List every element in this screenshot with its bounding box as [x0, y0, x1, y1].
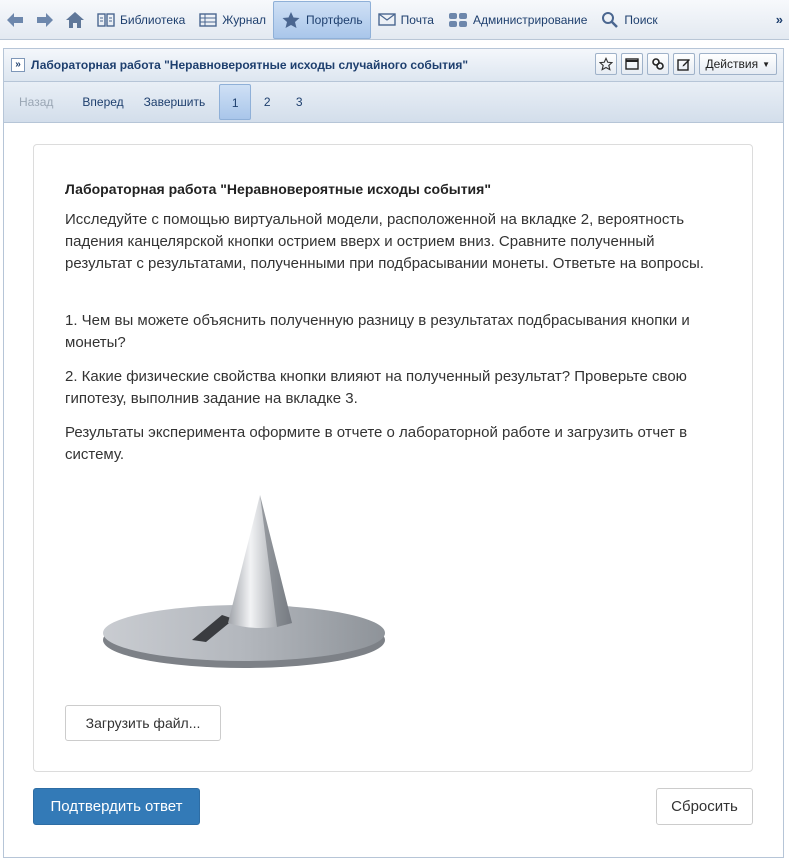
page-tab-3[interactable]: 3 [295, 95, 303, 109]
finish-button[interactable]: Завершить [143, 95, 206, 109]
titlebar-tools [595, 53, 778, 75]
nav-library[interactable] [90, 0, 192, 40]
nav-portfolio[interactable] [273, 1, 371, 39]
mail-icon [378, 13, 396, 26]
nav-journal-label: Журнал [222, 12, 267, 27]
actions-dropdown-button[interactable] [699, 53, 778, 75]
actions-label: Действия [705, 57, 759, 71]
edit-icon[interactable] [673, 53, 695, 75]
page-tab-1[interactable]: 1 [219, 84, 251, 120]
nav-library-label: Библиотека [120, 12, 186, 27]
task-card [33, 144, 753, 772]
confirm-answer-button[interactable]: Подтвердить ответ [33, 788, 200, 825]
task-heading: Лабораторная работа "Неравновероятные исходы события" [65, 181, 491, 197]
expand-icon[interactable]: » [11, 58, 25, 72]
task-paragraph-4: Результаты эксперимента оформите в отчете о лабораторной работе и загрузить отчет в систему. [65, 424, 688, 463]
nav-more-chevron-icon[interactable]: » [775, 12, 783, 27]
star-icon [281, 11, 301, 29]
upload-file-button[interactable]: Загрузить файл... [65, 705, 221, 741]
pager-bar [3, 81, 784, 123]
back-button[interactable]: Назад [19, 95, 54, 109]
task-paragraph-3: 2. Какие физические свойства кнопки влияют на полученный результат? Проверьте свою гипотезу, выполнив задание на вкладке 3. [65, 368, 687, 407]
top-navigation [0, 0, 789, 40]
nav-portfolio-label: Портфель [306, 12, 363, 27]
forward-button[interactable]: Вперед [82, 95, 124, 109]
reset-button[interactable]: Сбросить [656, 788, 753, 825]
home-icon[interactable] [60, 0, 90, 40]
window-maximize-icon[interactable] [621, 53, 643, 75]
back-arrow-icon[interactable] [0, 0, 30, 40]
page-tab-2[interactable]: 2 [263, 95, 271, 109]
task-paragraph-2: 1. Чем вы можете объяснить полученную разницу в результатах подбрасывания кнопки и монеты? [65, 312, 690, 351]
nav-search-label: Поиск [624, 12, 658, 27]
search-icon [601, 11, 619, 29]
thumbtack-illustration [102, 495, 392, 675]
task-paragraph-1: Исследуйте с помощью виртуальной модели, расположенной на вкладке 2, вероятность падения канцелярской кнопки острием вверх и острием вниз. Сравните полученный результат с результатами, полученными при подбрасывании монеты. Ответьте на вопросы. [65, 211, 704, 272]
journal-icon [199, 13, 217, 27]
forward-arrow-icon[interactable] [30, 0, 60, 40]
nav-journal[interactable] [192, 0, 273, 40]
nav-administration[interactable] [441, 0, 594, 40]
nav-mail[interactable] [371, 0, 441, 40]
nav-search[interactable] [594, 0, 664, 40]
nav-administration-label: Администрирование [472, 12, 588, 27]
link-icon[interactable] [647, 53, 669, 75]
nav-mail-label: Почта [400, 12, 434, 27]
window-title: Лабораторная работа "Неравновероятные исходы случайного события" [31, 58, 469, 72]
caret-down-icon: ▼ [762, 59, 770, 69]
favorite-star-icon[interactable] [595, 53, 617, 75]
book-icon [97, 13, 115, 27]
window-titlebar [3, 48, 784, 81]
users-icon [448, 12, 468, 28]
